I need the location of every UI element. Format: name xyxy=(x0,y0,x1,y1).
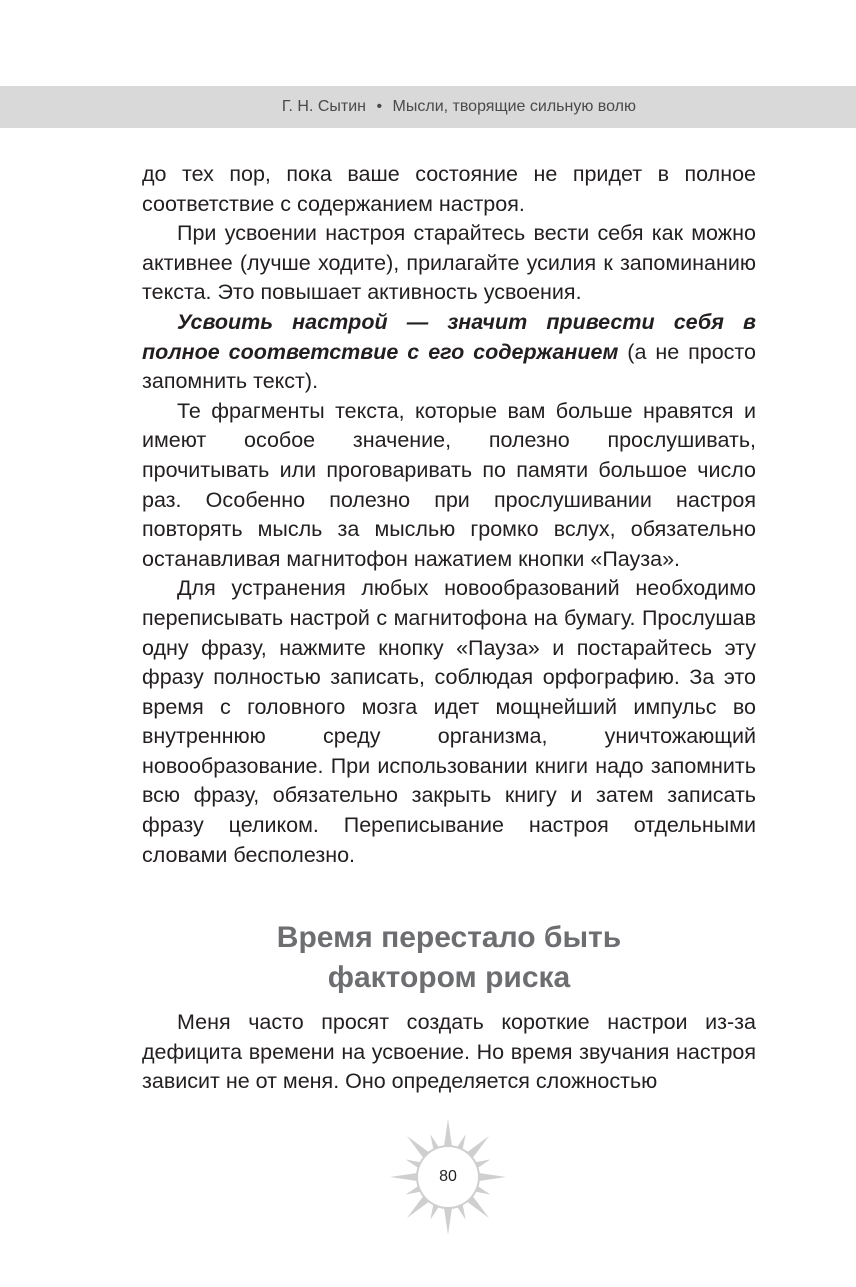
paragraph-2: При усвоении настроя старайтесь вести себя как можно активнее (лучше ходите), прилагайте усилия к запоминанию текста. Это повышает активность усвоения. xyxy=(142,221,756,305)
header-bullet: • xyxy=(376,98,383,115)
section-text xyxy=(142,1008,756,1097)
section-heading-line-2: фактором риска xyxy=(327,961,571,994)
sun-ray xyxy=(444,1205,453,1235)
paragraph-5: Для устранения любых новообразований необходимо переписывать настрой с магнитофона на бумагу. Прослушав одну фразу, нажмите кнопку «Пауза» и постарайтесь эту фразу полностью записать, соблюдая орфографию. За это время с головного мозга идет мощнейший импульс во внутреннюю среду организма, уничтожающий новообразование. При использовании книги надо запомнить всю фразу, обязательно закрыть книгу и затем записать фразу целиком. Переписывание настроя отдельными словами бесполезно. xyxy=(142,576,756,867)
header-author: Г. Н. Сытин xyxy=(281,98,367,115)
paragraph-3 xyxy=(142,308,756,397)
body-text xyxy=(142,160,756,870)
sun-ray xyxy=(390,1173,420,1182)
page-number: 80 xyxy=(439,1168,457,1185)
paragraph-1: до тех пор, пока ваше состояние не придет в полное соответствие с содержанием настроя. xyxy=(142,162,756,216)
header-book-title: Мысли, творящие сильную волю xyxy=(392,98,636,115)
paragraph-4: Те фрагменты текста, которые вам больше нравятся и имеют особое значение, полезно прослушивать, прочитывать или проговаривать по памяти большое число раз. Особенно полезно при прослушивании настроя повторять мысль за мыслью громко вслух, обязательно останавливая магнитофон нажатием кнопки «Пауза». xyxy=(142,398,756,571)
section-heading xyxy=(142,918,756,998)
header-text xyxy=(282,86,636,128)
paragraph-3-emphasis: Усвоить настрой — значит привести себя в полное соответствие с его содержанием xyxy=(142,309,756,364)
sun-ray xyxy=(444,1119,453,1149)
sun-ray xyxy=(476,1173,506,1182)
section-heading-line-1: Время перестало быть xyxy=(276,921,622,954)
running-header xyxy=(0,86,856,128)
section-paragraph-1: Меня часто просят создать короткие настрои из-за дефицита времени на усвоение. Но время звучания настроя зависит не от меня. Оно определяется сложностью xyxy=(142,1010,756,1094)
paragraph-3-rest: (а не просто запомнить текст). xyxy=(142,339,756,394)
